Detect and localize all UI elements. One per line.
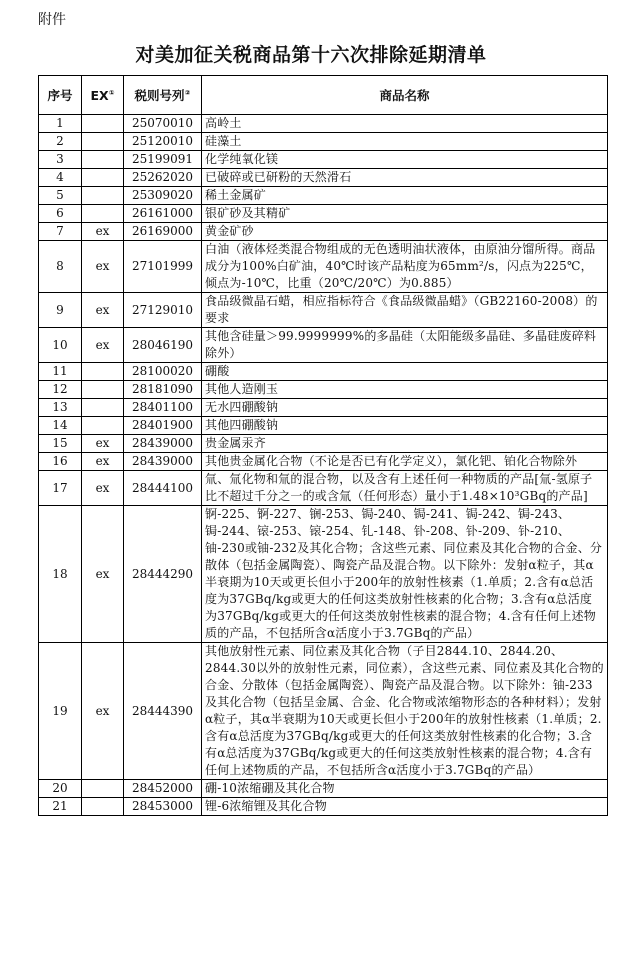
- cell-seq: 10: [39, 328, 82, 363]
- cell-seq: 18: [39, 506, 82, 643]
- exclusion-list-table: [38, 75, 608, 816]
- cell-tariff-code: 25309020: [124, 187, 202, 205]
- table-row: [39, 223, 608, 241]
- footnote-marker: ②: [184, 88, 191, 97]
- column-header-tariff: 税则号列②: [124, 76, 202, 115]
- cell-seq: 2: [39, 133, 82, 151]
- table-row: [39, 798, 608, 816]
- table-row: [39, 293, 608, 328]
- table-row: [39, 506, 608, 643]
- cell-seq: 4: [39, 169, 82, 187]
- cell-seq: 8: [39, 241, 82, 293]
- cell-tariff-code: 28181090: [124, 381, 202, 399]
- cell-product-name: 其他贵金属化合物（不论是否已有化学定义），氯化钯、铂化合物除外: [202, 453, 608, 471]
- table-row: [39, 169, 608, 187]
- column-header-name: 商品名称: [202, 76, 608, 115]
- table-row: [39, 328, 608, 363]
- cell-product-name: 银矿砂及其精矿: [202, 205, 608, 223]
- table-row: [39, 471, 608, 506]
- column-header-seq: 序号: [39, 76, 82, 115]
- cell-tariff-code: 25262020: [124, 169, 202, 187]
- cell-tariff-code: 28100020: [124, 363, 202, 381]
- cell-tariff-code: 25120010: [124, 133, 202, 151]
- cell-seq: 16: [39, 453, 82, 471]
- cell-ex: ex: [82, 328, 124, 363]
- cell-product-name: 白油（液体烃类混合物组成的无色透明油状液体，由原油分馏所得。商品成分为100%白矿油，40℃时该产品粘度为65mm²/s，闪点为225℃，倾点为-10℃，比重（20℃/20℃）为0.885）: [202, 241, 608, 293]
- cell-tariff-code: 28444390: [124, 643, 202, 780]
- cell-product-name: 食品级微晶石蜡，相应指标符合《食品级微晶蜡》（GB22160-2008）的要求: [202, 293, 608, 328]
- cell-ex: [82, 381, 124, 399]
- cell-ex: ex: [82, 223, 124, 241]
- cell-ex: [82, 363, 124, 381]
- cell-ex: ex: [82, 241, 124, 293]
- footnote-marker: ①: [108, 88, 115, 97]
- cell-seq: 12: [39, 381, 82, 399]
- cell-tariff-code: 25199091: [124, 151, 202, 169]
- cell-product-name: 其他四硼酸钠: [202, 417, 608, 435]
- table-row: [39, 241, 608, 293]
- cell-product-name: 其他人造刚玉: [202, 381, 608, 399]
- cell-ex: ex: [82, 471, 124, 506]
- cell-ex: ex: [82, 453, 124, 471]
- table-row: [39, 453, 608, 471]
- table-row: [39, 417, 608, 435]
- cell-product-name: 硼酸: [202, 363, 608, 381]
- cell-ex: [82, 187, 124, 205]
- cell-ex: [82, 798, 124, 816]
- cell-product-name: 无水四硼酸钠: [202, 399, 608, 417]
- cell-seq: 11: [39, 363, 82, 381]
- cell-product-name: 硼-10浓缩硼及其化合物: [202, 780, 608, 798]
- cell-ex: ex: [82, 643, 124, 780]
- cell-seq: 19: [39, 643, 82, 780]
- cell-seq: 20: [39, 780, 82, 798]
- page-title: 对美加征关税商品第十六次排除延期清单: [135, 44, 487, 66]
- cell-ex: ex: [82, 293, 124, 328]
- column-header-ex: EX①: [82, 76, 124, 115]
- cell-product-name: 其他放射性元素、同位素及其化合物（子目2844.10、2844.20、2844.30以外的放射性元素，同位素），含这些元素、同位素及其化合物的合金、分散体（包括金属陶瓷）、陶瓷产品及混合物。以下除外：铀-233及其化合物（包括呈金属、合金、化合物或浓缩物形态的各种材料）；发射α粒子，其α半衰期为10天或更长但小于200年的放射性核素（1.单质；2.含有α总活度为37GBq/kg或更大的任何这类放射性核素的化合物；3.含有α总活度为37GBq/kg或更大的任何这类放射性核素的混合物；4.含有任何上述物质的产品，不包括所含α活度小于3.7GBq的产品）: [202, 643, 608, 780]
- cell-tariff-code: 26169000: [124, 223, 202, 241]
- table-row: [39, 205, 608, 223]
- cell-tariff-code: 27129010: [124, 293, 202, 328]
- cell-tariff-code: 28439000: [124, 453, 202, 471]
- cell-ex: ex: [82, 506, 124, 643]
- cell-seq: 17: [39, 471, 82, 506]
- table-row: [39, 780, 608, 798]
- cell-product-name: 其他含硅量＞99.9999999%的多晶硅（太阳能级多晶硅、多晶硅废碎料除外）: [202, 328, 608, 363]
- cell-seq: 21: [39, 798, 82, 816]
- cell-tariff-code: 27101999: [124, 241, 202, 293]
- cell-tariff-code: 28046190: [124, 328, 202, 363]
- cell-tariff-code: 25070010: [124, 115, 202, 133]
- cell-tariff-code: 28401100: [124, 399, 202, 417]
- cell-seq: 9: [39, 293, 82, 328]
- table-row: [39, 151, 608, 169]
- cell-tariff-code: 26161000: [124, 205, 202, 223]
- cell-tariff-code: 28444290: [124, 506, 202, 643]
- cell-seq: 15: [39, 435, 82, 453]
- cell-seq: 7: [39, 223, 82, 241]
- cell-product-name: 硅藻土: [202, 133, 608, 151]
- cell-ex: [82, 115, 124, 133]
- table-row: [39, 435, 608, 453]
- cell-seq: 5: [39, 187, 82, 205]
- cell-product-name: 氚、氚化物和氚的混合物，以及含有上述任何一种物质的产品[氚-氢原子比不超过千分之一的或含氚（任何形态）量小于1.48×10³GBq的产品]: [202, 471, 608, 506]
- cell-product-name: 已破碎或已研粉的天然滑石: [202, 169, 608, 187]
- cell-tariff-code: 28444100: [124, 471, 202, 506]
- cell-product-name: 贵金属汞齐: [202, 435, 608, 453]
- cell-seq: 14: [39, 417, 82, 435]
- table-row: [39, 133, 608, 151]
- cell-ex: [82, 399, 124, 417]
- cell-ex: ex: [82, 435, 124, 453]
- cell-tariff-code: 28401900: [124, 417, 202, 435]
- cell-product-name: 锂-6浓缩锂及其化合物: [202, 798, 608, 816]
- cell-seq: 13: [39, 399, 82, 417]
- cell-ex: [82, 417, 124, 435]
- cell-tariff-code: 28453000: [124, 798, 202, 816]
- table-row: [39, 363, 608, 381]
- cell-product-name: 锕-225、锕-227、锎-253、锔-240、锔-241、锔-242、锔-243、锔-244、锿-253、锿-254、钆-148、钋-208、钋-209、钋-210、铀-230或铀-232及其化合物；含这些元素、同位素及其化合物的合金、分散体（包括金属陶瓷）、陶瓷产品及混合物。以下除外：发射α粒子，其α半衰期为10天或更长但小于200年的放射性核素（1.单质；2.含有α总活度为37GBq/kg或更大的任何这类放射性核素的化合物；3.含有α总活度为37GBq/kg或更大的任何这类放射性核素的混合物；4.含有任何上述物质的产品，不包括所含α活度小于3.7GBq的产品）: [202, 506, 608, 643]
- cell-seq: 6: [39, 205, 82, 223]
- cell-ex: [82, 133, 124, 151]
- cell-ex: [82, 205, 124, 223]
- table-row: [39, 399, 608, 417]
- cell-product-name: 稀土金属矿: [202, 187, 608, 205]
- table-row: [39, 115, 608, 133]
- cell-ex: [82, 169, 124, 187]
- cell-tariff-code: 28439000: [124, 435, 202, 453]
- cell-product-name: 化学纯氧化镁: [202, 151, 608, 169]
- table-row: [39, 643, 608, 780]
- cell-product-name: 高岭土: [202, 115, 608, 133]
- table-row: [39, 381, 608, 399]
- cell-tariff-code: 28452000: [124, 780, 202, 798]
- cell-ex: [82, 780, 124, 798]
- cell-seq: 1: [39, 115, 82, 133]
- cell-seq: 3: [39, 151, 82, 169]
- attachment-label: 附件: [38, 12, 66, 28]
- cell-ex: [82, 151, 124, 169]
- table-row: [39, 187, 608, 205]
- table-header-row: [39, 76, 608, 115]
- cell-product-name: 黄金矿砂: [202, 223, 608, 241]
